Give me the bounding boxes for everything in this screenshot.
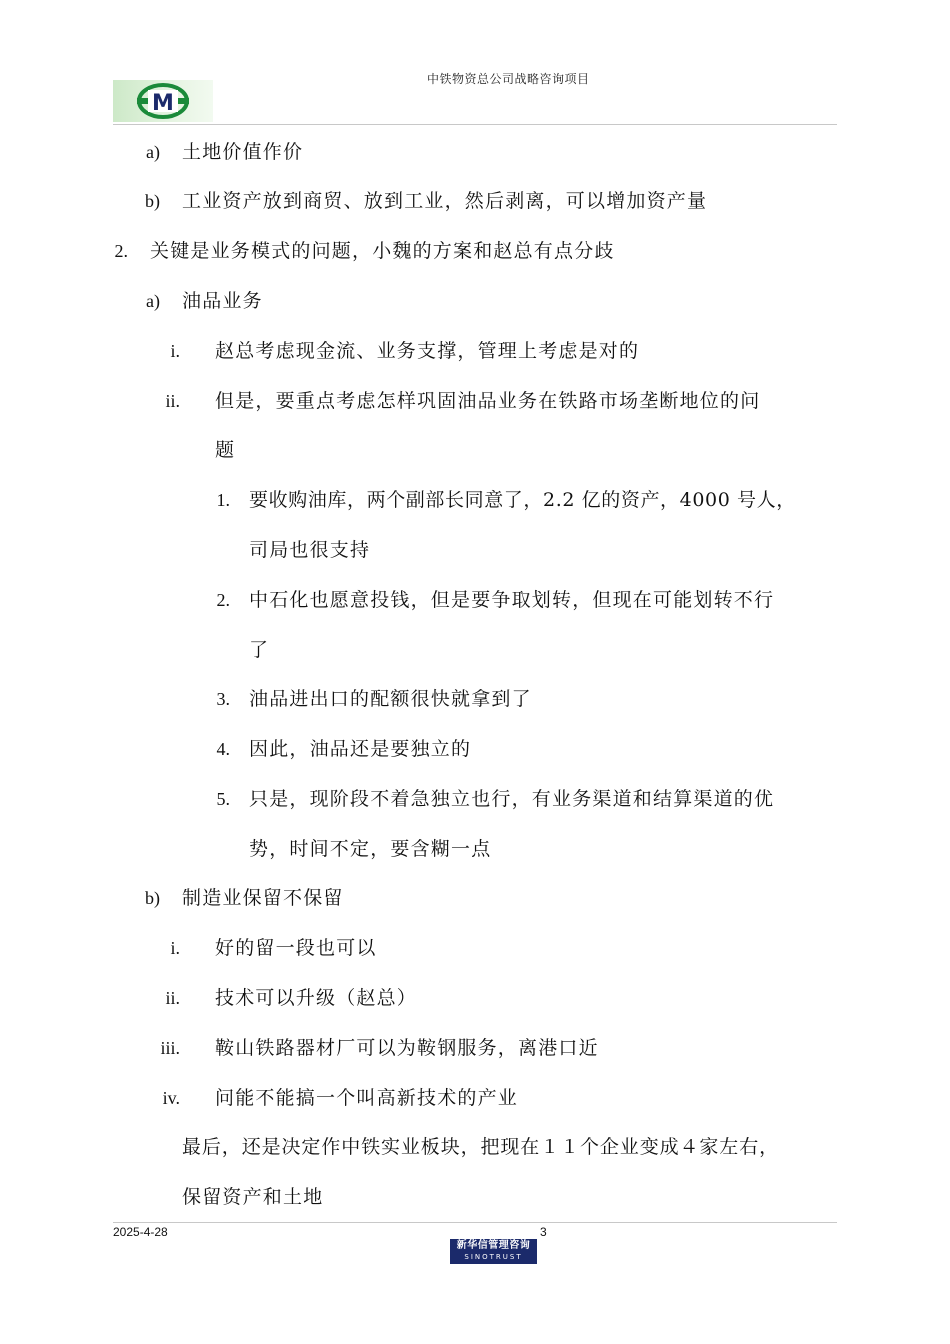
list-item-continuation: 势，时间不定，要含糊一点 (249, 838, 492, 860)
m-logo-icon (135, 82, 191, 120)
list-item: 鞍山铁路器材厂可以为鞍钢服务，离港口近 (215, 1037, 599, 1059)
list-item: 技术可以升级（赵总） (215, 987, 418, 1009)
list-marker: 5. (216, 789, 230, 809)
list-marker: 3. (216, 689, 230, 709)
list-item: 只是，现阶段不着急独立也行，有业务渠道和结算渠道的优 (249, 788, 775, 810)
list-item: 但是，要重点考虑怎样巩固油品业务在铁路市场垄断地位的问 (215, 390, 761, 412)
list-marker: 1. (216, 490, 230, 510)
list-marker: a) (146, 291, 160, 311)
list-marker: ii. (165, 988, 180, 1008)
header-divider (113, 124, 837, 125)
footer-logo-en: SINOTRUST (464, 1253, 523, 1261)
list-marker: ii. (165, 391, 180, 411)
header-title: 中铁物资总公司战略咨询项目 (427, 72, 590, 86)
page-number: 3 (540, 1225, 547, 1239)
list-item: 好的留一段也可以 (215, 937, 377, 959)
sinotrust-logo (450, 1239, 537, 1264)
list-marker: 4. (216, 739, 230, 759)
list-item: 工业资产放到商贸、放到工业，然后剥离，可以增加资产量 (182, 190, 708, 212)
footer-date: 2025-4-28 (113, 1225, 168, 1239)
list-item-continuation: 司局也很支持 (249, 539, 371, 561)
list-item: 赵总考虑现金流、业务支撑，管理上考虑是对的 (215, 340, 640, 362)
company-logo (113, 80, 213, 122)
list-marker: 2. (114, 241, 128, 261)
list-item: 因此，油品还是要独立的 (249, 738, 472, 760)
list-marker: iii. (160, 1038, 180, 1058)
list-marker: i. (170, 938, 180, 958)
svg-text:M: M (152, 91, 174, 116)
footer-divider (113, 1222, 837, 1223)
list-item: 油品业务 (182, 290, 263, 312)
list-item: 制造业保留不保留 (182, 887, 344, 909)
list-item: 要收购油库，两个副部长同意了，2.2 亿的资产，4000 号人， (249, 489, 796, 511)
list-item-continuation: 了 (249, 639, 270, 661)
list-item: 问能不能搞一个叫高新技术的产业 (215, 1087, 519, 1109)
footer-logo-cn: 新华信管理咨询 (456, 1240, 531, 1251)
list-item: 关键是业务模式的问题，小魏的方案和赵总有点分歧 (150, 240, 615, 262)
list-marker: b) (145, 191, 160, 211)
conclusion-paragraph: 最后，还是决定作中铁实业板块，把现在１１个企业变成４家左右， (182, 1136, 780, 1158)
list-marker: i. (170, 341, 180, 361)
list-item-continuation: 题 (215, 439, 236, 461)
list-marker: a) (146, 142, 160, 162)
list-item: 土地价值作价 (182, 141, 304, 163)
conclusion-paragraph-continuation: 保留资产和土地 (182, 1186, 324, 1208)
list-item: 油品进出口的配额很快就拿到了 (249, 688, 532, 710)
list-marker: iv. (162, 1088, 180, 1108)
list-marker: b) (145, 888, 160, 908)
list-item: 中石化也愿意投钱，但是要争取划转，但现在可能划转不行 (249, 589, 775, 611)
list-marker: 2. (216, 590, 230, 610)
